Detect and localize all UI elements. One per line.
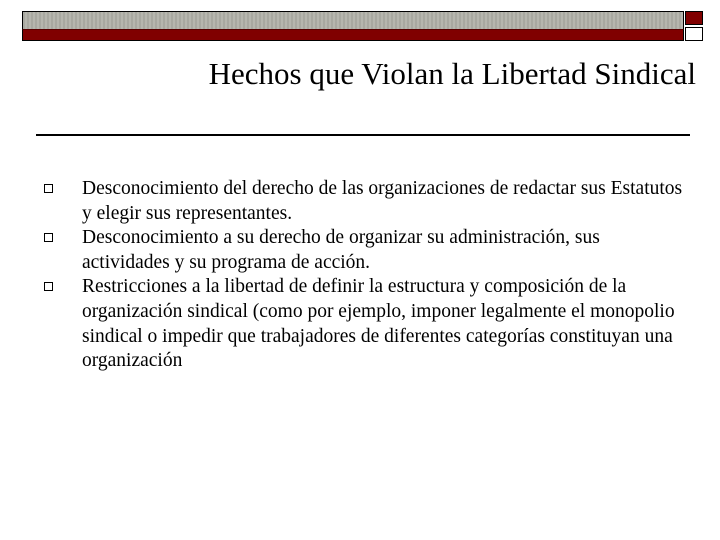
bullet-item [40,177,690,226]
bullet-text: Desconocimiento a su derecho de organizar su administración, sus actividades y su programa de acción. [82,227,600,273]
square-bullet-icon [44,184,53,193]
square-bullet-icon [44,233,53,242]
corner-square-white [685,27,703,41]
bullet-text: Desconocimiento del derecho de las organizaciones de redactar sus Estatutos y elegir sus representantes. [82,178,683,224]
bullet-list [40,177,690,374]
slide-title: Hechos que Violan la Libertad Sindical [208,56,696,91]
bullet-item [40,226,690,275]
bullet-text: Restricciones a la libertad de definir la estructura y composición de la organización sindical (como por ejemplo, imponer legalmente el monopolio sindical o impedir que trabajadores de diferentes categorías constituyan una organización [82,276,675,372]
top-accent-stripe [22,29,684,41]
square-bullet-icon [44,282,53,291]
title-divider [36,134,690,136]
corner-square-maroon [685,11,703,25]
bullet-item [40,275,690,373]
corner-squares [685,11,707,43]
